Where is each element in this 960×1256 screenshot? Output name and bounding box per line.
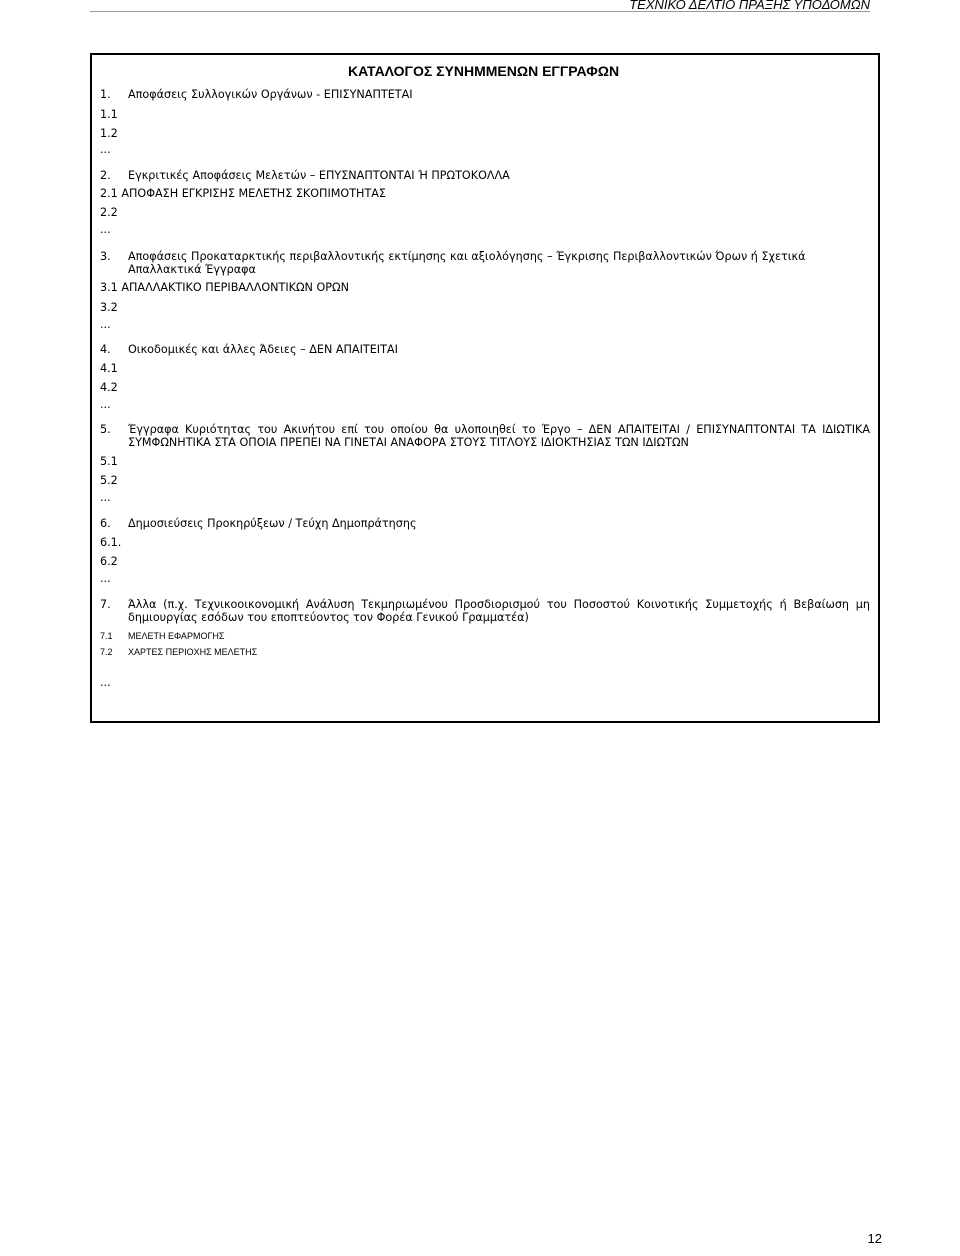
item-number: 7.1: [100, 631, 113, 641]
section-item: 2.2: [100, 206, 118, 219]
section-number: 5.: [100, 423, 111, 436]
section-number: 2.: [100, 169, 111, 182]
section-number: 7.: [100, 598, 111, 611]
section-title: Οικοδομικές και άλλες Άδειες – ΔΕΝ ΑΠΑΙΤΕΙΤΑΙ: [128, 343, 398, 356]
section-title: Αποφάσεις Συλλογικών Οργάνων - ΕΠΙΣΥΝΑΠΤΕΤΑΙ: [128, 88, 413, 101]
section-item: 5.1: [100, 455, 118, 468]
item-label: ΜΕΛΕΤΗ ΕΦΑΡΜΟΓΗΣ: [128, 631, 225, 641]
section-item: 4.2: [100, 381, 118, 394]
section-2-heading: [100, 169, 510, 182]
section-3-heading: [100, 250, 870, 276]
section-7-heading: [100, 598, 870, 624]
section-item: 2.1 ΑΠΟΦΑΣΗ ΕΓΚΡΙΣΗΣ ΜΕΛΕΤΗΣ ΣΚΟΠΙΜΟΤΗΤΑΣ: [100, 187, 387, 200]
section-5-heading: [100, 423, 870, 449]
section-title: Άλλα (π.χ. Τεχνικοοικονομική Ανάλυση Τεκμηριωμένου Προσδιορισμού του Ποσοστού Κοινοτικής Συμμετοχής ή Βεβαίωση μη δημιουργίας εσόδων του εποπτεύοντος τον Φορέα Γενικού Γραμματέα): [128, 598, 870, 624]
section-item: [100, 630, 224, 643]
section-ellipsis: ...: [100, 491, 111, 504]
item-label: ΧΑΡΤΕΣ ΠΕΡΙΟΧΗΣ ΜΕΛΕΤΗΣ: [128, 647, 258, 657]
section-ellipsis: ...: [100, 318, 111, 331]
running-header-title: ΤΕΧΝΙΚΟ ΔΕΛΤΙΟ ΠΡΑΞΗΣ ΥΠΟΔΟΜΩΝ: [629, 0, 870, 12]
section-number: 4.: [100, 343, 111, 356]
section-title: Έγγραφα Κυριότητας του Ακινήτου επί του οποίου θα υλοποιηθεί το Έργο – ΔΕΝ ΑΠΑΙΤΕΙΤΑΙ / ΕΠΙΣΥΝΑΠΤΟΝΤΑΙ ΤΑ ΙΔΙΩΤΙΚΑ ΣΥΜΦΩΝΗΤΙΚΑ ΣΤΑ ΟΠΟΙΑ ΠΡΕΠΕΙ ΝΑ ΓΙΝΕΤΑΙ ΑΝΑΦΟΡΑ ΣΤΟΥΣ ΤΙΤΛΟΥΣ ΙΔΙΟΚΤΗΣΙΑΣ ΤΩΝ ΙΔΙΩΤΩΝ: [128, 423, 870, 449]
section-ellipsis: ...: [100, 223, 111, 236]
section-item: 1.2: [100, 127, 118, 140]
section-number: 6.: [100, 517, 111, 530]
section-4-heading: [100, 343, 398, 356]
section-item: [100, 646, 257, 659]
header-rule: [90, 11, 870, 12]
section-item: 3.1 ΑΠΑΛΛΑΚΤΙΚΟ ΠΕΡΙΒΑΛΛΟΝΤΙΚΩΝ ΟΡΩΝ: [100, 281, 349, 294]
item-number: 7.2: [100, 647, 113, 657]
section-item: 5.2: [100, 474, 118, 487]
section-ellipsis: ...: [100, 572, 111, 585]
section-item: 1.1: [100, 108, 118, 121]
catalog-title: ΚΑΤΑΛΟΓΟΣ ΣΥΝΗΜΜΕΝΩΝ ΕΓΓΡΑΦΩΝ: [348, 63, 620, 79]
section-title: Αποφάσεις Προκαταρκτικής περιβαλλοντικής εκτίμησης και αξιολόγησης – Έγκρισης Περιβαλλοντικών Όρων ή Σχετικά Απαλλακτικά Έγγραφα: [128, 250, 806, 276]
section-item: 6.1.: [100, 536, 122, 549]
section-number: 3.: [100, 250, 111, 263]
attachments-catalog-box: [90, 53, 880, 723]
section-ellipsis: ...: [100, 398, 111, 411]
section-item: 4.1: [100, 362, 118, 375]
section-ellipsis: ...: [100, 143, 111, 156]
page-number: 12: [867, 1231, 882, 1246]
section-title: Εγκριτικές Αποφάσεις Μελετών – ΕΠΥΣΝΑΠΤΟΝΤΑΙ Ή ΠΡΩΤΟΚΟΛΛΑ: [128, 169, 510, 182]
section-number: 1.: [100, 88, 111, 101]
section-item: 6.2: [100, 555, 118, 568]
section-1-heading: [100, 88, 413, 101]
section-item: 3.2: [100, 301, 118, 314]
section-title: Δημοσιεύσεις Προκηρύξεων / Τεύχη Δημοπράτησης: [128, 517, 417, 530]
section-6-heading: [100, 517, 417, 530]
section-ellipsis: ...: [100, 676, 111, 689]
